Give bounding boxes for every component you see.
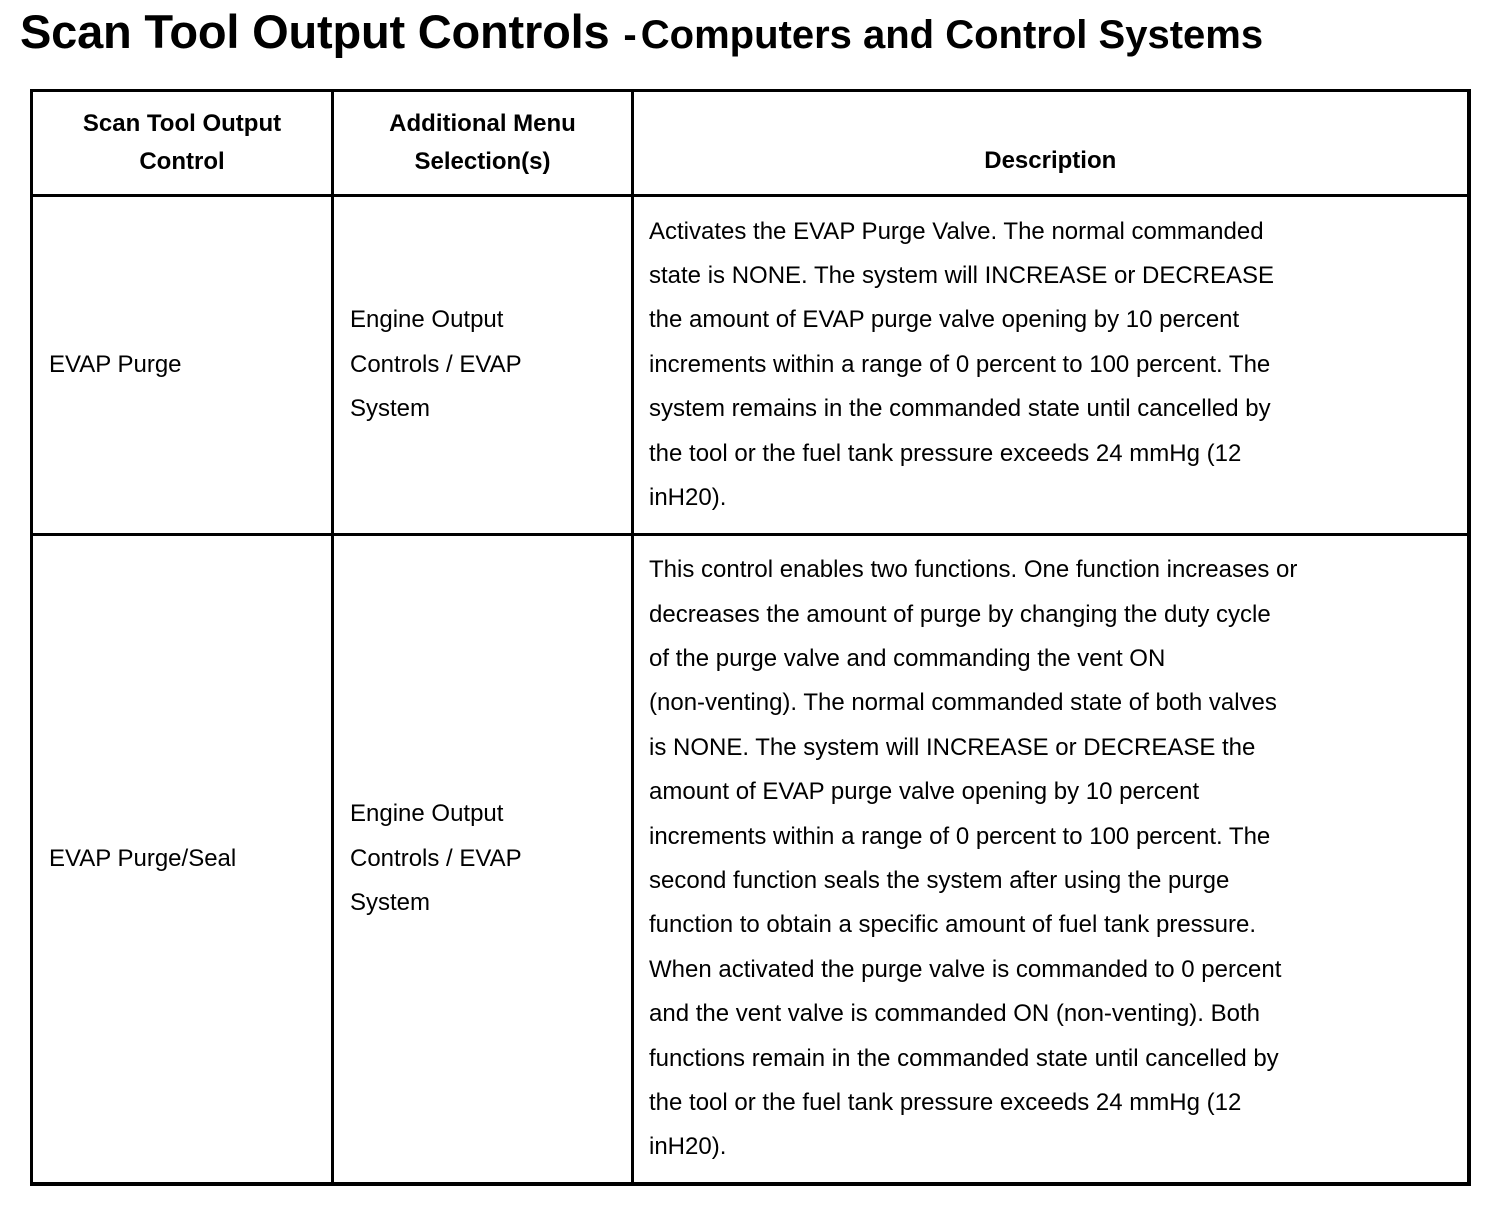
cell-description: [633, 196, 1469, 535]
cell-menu-selection: [333, 535, 633, 1185]
table-row: [32, 535, 1469, 1185]
header-description: Description: [633, 91, 1469, 196]
cell-control: [32, 535, 333, 1185]
control-name: EVAP Purge/Seal: [49, 844, 237, 872]
cell-control: [32, 196, 333, 535]
page-subtitle: Computers and Control Systems: [640, 13, 1264, 57]
table-row: [32, 196, 1469, 535]
control-name: EVAP Purge: [49, 350, 182, 378]
title-separator: -: [623, 13, 637, 57]
header-scan-tool-output-control: Scan Tool Output Control: [32, 91, 333, 196]
page-title-main: Scan Tool Output Controls: [20, 5, 610, 58]
header-additional-menu-selections: Additional Menu Selection(s): [333, 91, 633, 196]
menu-selection: Engine Output Controls / EVAP System: [350, 306, 522, 423]
description-text: This control enables two functions. One function increases or decreases the amount of purge by changing the duty cycle of the purge valve and commanding the vent ON (non-venting). The normal commanded state of both valves is NONE. The system will INCREASE or DECREASE the amount of EVAP purge valve opening by 10 percent increments within a range of 0 percent to 100 percent. The second function seals the system after using the purge function to obtain a specific amount of fuel tank pressure. When activated the purge valve is commanded to 0 percent and the vent valve is commanded ON (non-venting). Both functions remain in the commanded state until cancelled by the tool or the fuel tank pressure exceeds 24 mmHg (12 inH20).: [649, 556, 1298, 1161]
table-header-row: [32, 91, 1469, 196]
cell-description: [633, 535, 1469, 1185]
menu-selection: Engine Output Controls / EVAP System: [350, 800, 522, 917]
page-title: [20, 5, 1264, 58]
scan-tool-output-controls-table: [30, 89, 1471, 1186]
cell-menu-selection: [333, 196, 633, 535]
description-text: Activates the EVAP Purge Valve. The normal commanded state is NONE. The system will INCREASE or DECREASE the amount of EVAP purge valve opening by 10 percent increments within a range of 0 percent to 100 percent. The system remains in the commanded state until cancelled by the tool or the fuel tank pressure exceeds 24 mmHg (12 inH20).: [649, 217, 1275, 512]
